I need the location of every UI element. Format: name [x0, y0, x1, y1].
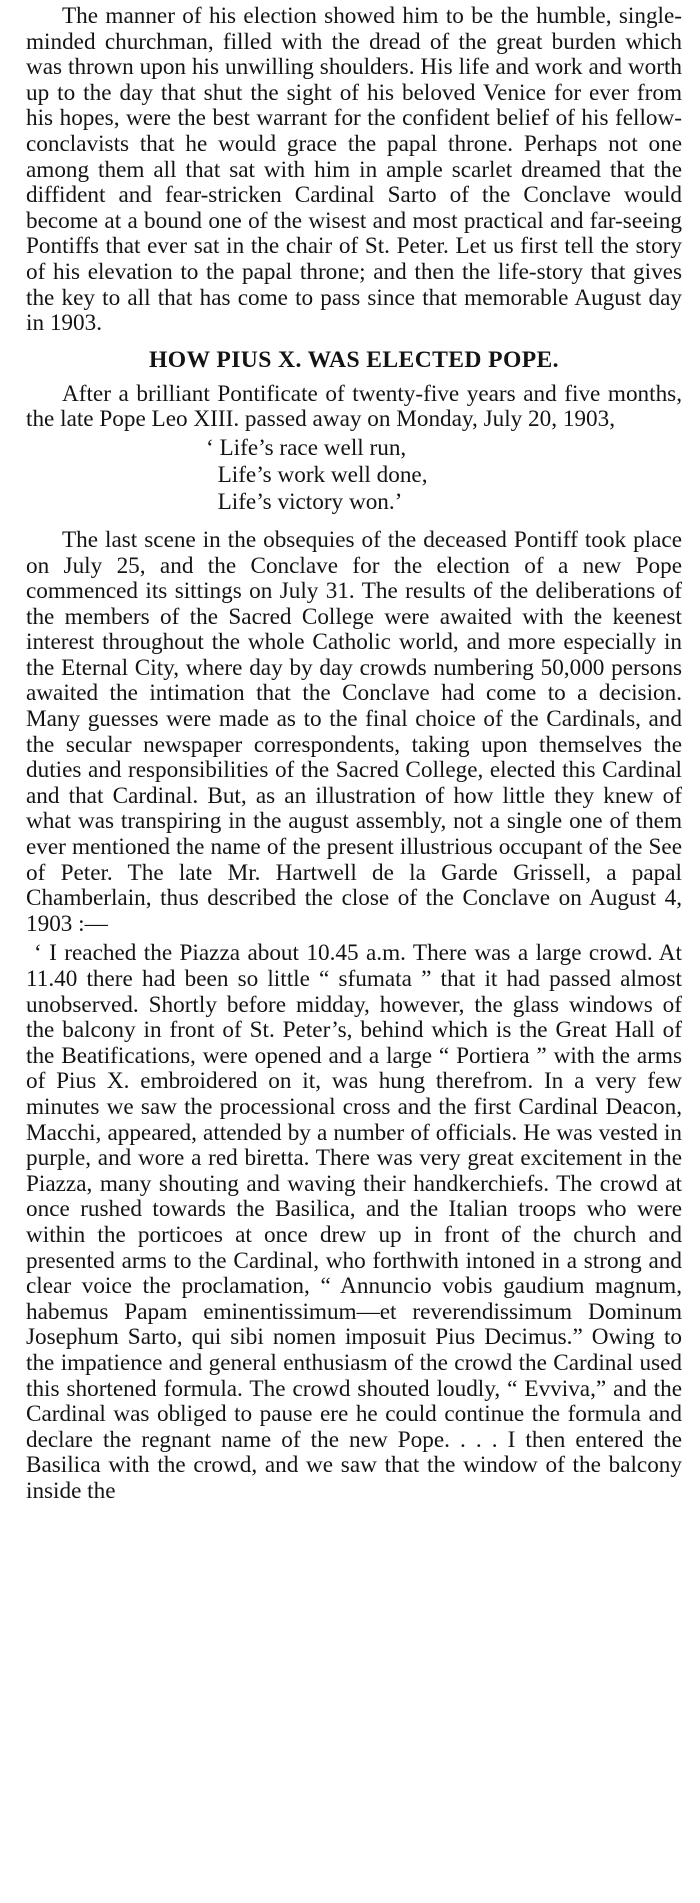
verse-line: Life’s work well done,: [206, 461, 428, 488]
verse-line: ‘ Life’s race well run,: [206, 434, 407, 461]
paragraph-election-manner: The manner of his election showed him to be the humble, single-minded churchman, filled with the dread of the great burden which was thrown upon his unwilling shoulders. His life and work and worth up to the day that shut the sight of his beloved Venice for ever from his hopes, were the best warrant for the confident belief of his fellow-conclavists that he would grace the papal throne. Perhaps not one among them all that sat with him in ample scarlet dreamed that the diffident and fear-stricken Cardinal Sarto of the Conclave would become at a bound one of the wisest and most practical and far-seeing Pontiffs that ever sat in the chair of St. Peter. Let us first tell the story of his elevation to the papal throne; and then the life-story that gives the key to all that has come to pass since that memorable August day in 1903.: [26, 3, 682, 337]
paragraph-conclave: The last scene in the obsequies of the deceased Pontiff took place on July 25, and the Conclave for the election of a new Pope commenced its sittings on July 31. The results of the deliberations of the members of the Sacred College were awaited with the keenest interest throughout the whole Catholic world, and more especially in the Eternal City, where day by day crowds numbering 50,000 persons awaited the intimation that the Conclave had come to a decision. Many guesses were made as to the final choice of the Cardinals, and the secular newspaper correspondents, taking upon themselves the duties and responsibilities of the Sacred College, elected this Cardinal and that Cardinal. But, as an illustration of how little they knew of what was transpiring in the august assembly, not a single one of them ever mentioned the name of the present illustrious occupant of the See of Peter. The late Mr. Hartwell de la Garde Grissell, a papal Chamberlain, thus described the close of the Conclave on August 4, 1903 :—: [26, 526, 682, 937]
paragraph-grissell-account: ‘ I reached the Piazza about 10.45 a.m. There was a large crowd. At 11.40 there had been so little “ sfumata ” that it had passed almost unobserved. Shortly before midday, however, the glass windows of the balcony in front of St. Peter’s, behind which is the Great Hall of the Beatifications, were opened and a large “ Portiera ” with the arms of Pius X. embroidered on it, was hung therefrom. In a very few minutes we saw the processional cross and the first Cardinal Deacon, Macchi, appeared, attended by a number of officials. He was vested in purple, and wore a red biretta. There was very great excitement in the Piazza, many shouting and waving their handkerchiefs. The crowd at once rushed towards the Basilica, and the Italian troops who were within the porticoes at once drew up in front of the church and presented arms to the Cardinal, who forthwith intoned in a strong and clear voice the proclamation, “ Annuncio vobis gaudium magnum, habemus Papam eminentissimum—et reverendissimum Dominum Josephum Sarto, qui sibi nomen imposuit Pius Decimus.” Owing to the impatience and general enthusiasm of the crowd the Cardinal used this shortened formula. The crowd shouted loudly, “ Evviva,” and the Cardinal was obliged to pause ere he could continue the formula and declare the regnant name of the new Pope. . . . I then entered the Basilica with the crowd, and we saw that the window of the balcony inside the: [26, 940, 682, 1504]
paragraph-pontificate: After a brilliant Pontificate of twenty-five years and five months, the late Pope Leo XIII. passed away on Monday, July 20, 1903,: [26, 380, 682, 433]
section-heading: HOW PIUS X. WAS ELECTED POPE.: [149, 346, 559, 373]
verse-line: Life’s victory won.’: [206, 488, 403, 515]
verse-quote: [26, 435, 682, 516]
